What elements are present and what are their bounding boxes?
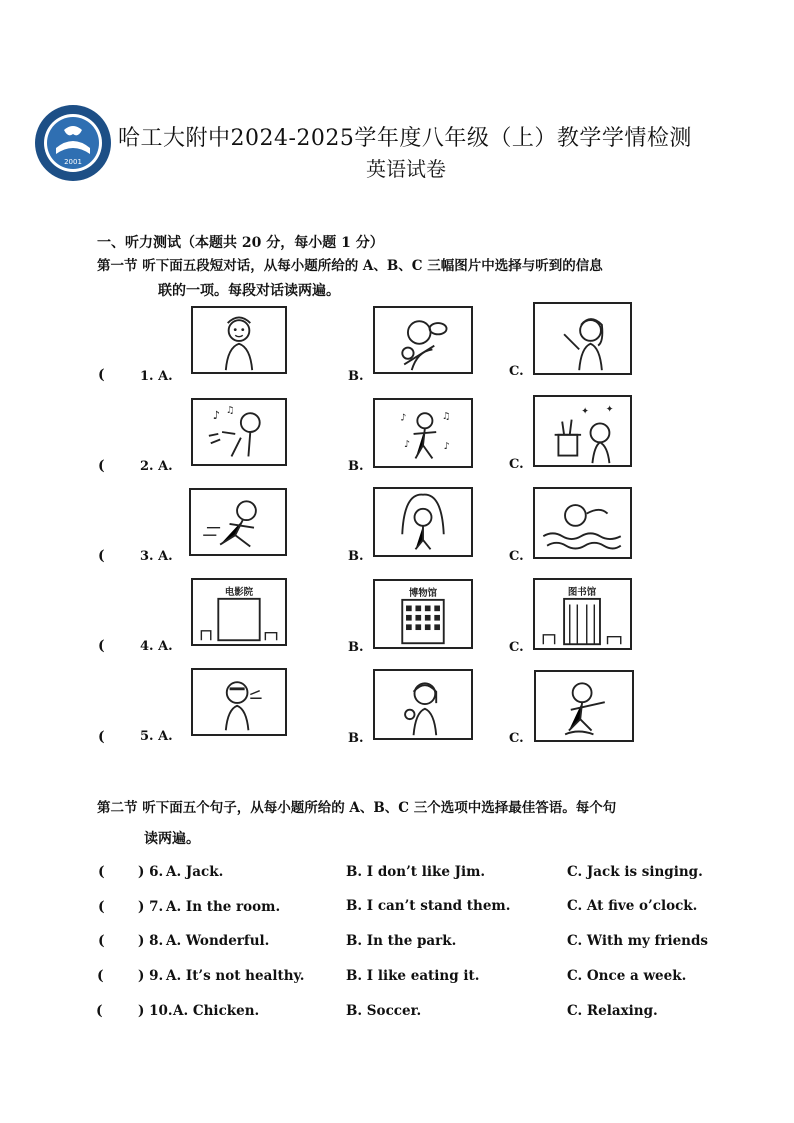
answer-paren: ( [98,367,105,383]
swimmer-picture[interactable] [533,487,632,559]
question-number: ) 6. [138,864,164,880]
option-c-label: C. [509,731,524,746]
choice-b[interactable]: B. I can’t stand them. [346,898,511,914]
option-c-label: C. [509,364,524,379]
option-c-label: C. [509,549,524,564]
question-number: 2. A. [140,459,173,474]
choice-a[interactable]: A. Jack. [166,864,224,880]
answer-paren: ( [98,638,105,654]
option-b-label: B. [348,549,364,564]
svg-text:♪: ♪ [443,441,450,453]
section2-instruction: 第二节 听下面五个句子，从每小题所给的 A、B、C 三个选项中选择最佳答语。每个句 [97,800,617,816]
exam-title: 哈工大附中2024-2025学年度八年级（上）教学学情检测 [118,126,692,151]
choice-b[interactable]: B. I don’t like Jim. [346,864,486,880]
library-sign: 图书馆 [567,587,597,599]
museum-sign: 博物馆 [408,588,438,600]
part1-heading: 一、听力测试（本题共 20 分，每小题 1 分） [97,235,384,251]
svg-text:✦: ✦ [605,404,614,416]
cinema-picture[interactable] [191,578,287,646]
answer-paren: ( [98,864,105,880]
question-number: ) 7. [138,899,164,915]
jump-rope-picture[interactable] [373,487,473,557]
svg-text:♫: ♫ [441,410,451,422]
option-c-label: C. [509,457,524,472]
choice-a[interactable]: A. Chicken. [173,1003,260,1019]
question-number: ) 10. [138,1003,173,1019]
choice-c[interactable]: C. Once a week. [567,968,687,984]
question-number: 3. A. [140,549,173,564]
answer-paren: ( [98,899,105,915]
choice-b[interactable]: B. In the park. [346,933,457,949]
option-b-label: B. [348,640,364,655]
choice-c[interactable]: C. With my friends [567,933,709,949]
svg-text:✦: ✦ [581,406,590,417]
section1-instruction: 第一节 听下面五段短对话，从每小题所给的 A、B、C 三幅图片中选择与听到的信息 [97,258,603,274]
museum-picture[interactable] [373,579,473,649]
option-b-label: B. [348,731,364,746]
girl-eating-picture[interactable] [373,669,473,740]
answer-paren: ( [98,458,105,474]
dancer-picture[interactable] [373,398,473,468]
conductor-picture[interactable] [533,302,632,375]
question-number: ) 9. [138,968,164,984]
choice-b[interactable]: B. I like eating it. [346,968,480,984]
school-logo [34,104,112,182]
logo-year: 2001 [64,158,82,166]
magician-picture[interactable] [533,395,632,467]
runner-picture[interactable] [189,488,287,556]
answer-paren: ( [98,729,105,745]
choice-c[interactable]: C. At five o’clock. [567,898,698,914]
choice-c[interactable]: C. Jack is singing. [567,864,703,880]
choice-a[interactable]: A. In the room. [166,899,281,915]
nurse-picture[interactable] [191,306,287,374]
section2-instruction-cont: 读两遍。 [144,831,200,847]
choice-c[interactable]: C. Relaxing. [567,1003,658,1019]
answer-paren: ( [96,1003,103,1019]
option-b-label: B. [348,369,364,384]
question-number: 4. A. [140,639,173,654]
option-b-label: B. [348,459,364,474]
option-c-label: C. [509,640,524,655]
sick-boy-picture[interactable] [191,668,287,736]
choice-a[interactable]: A. It’s not healthy. [166,968,305,984]
question-number: ) 8. [138,933,164,949]
cinema-sign: 电影院 [224,587,254,599]
exam-subtitle: 英语试卷 [366,157,446,181]
svg-text:♪: ♪ [212,408,220,422]
question-number: 1. A. [140,369,173,384]
svg-text:♪: ♪ [404,439,411,451]
answer-paren: ( [98,548,105,564]
singer-picture[interactable] [191,398,287,466]
svg-text:♫: ♫ [225,405,235,417]
violin-player-picture[interactable] [373,306,473,374]
library-picture[interactable] [533,578,632,650]
boy-sliding-picture[interactable] [534,670,634,742]
answer-paren: ( [98,933,105,949]
choice-b[interactable]: B. Soccer. [346,1003,422,1019]
choice-a[interactable]: A. Wonderful. [166,933,270,949]
svg-text:♪: ♪ [400,412,407,424]
section1-instruction-cont: 联的一项。每段对话读两遍。 [158,283,340,299]
answer-paren: ( [97,968,104,984]
question-number: 5. A. [140,729,173,744]
